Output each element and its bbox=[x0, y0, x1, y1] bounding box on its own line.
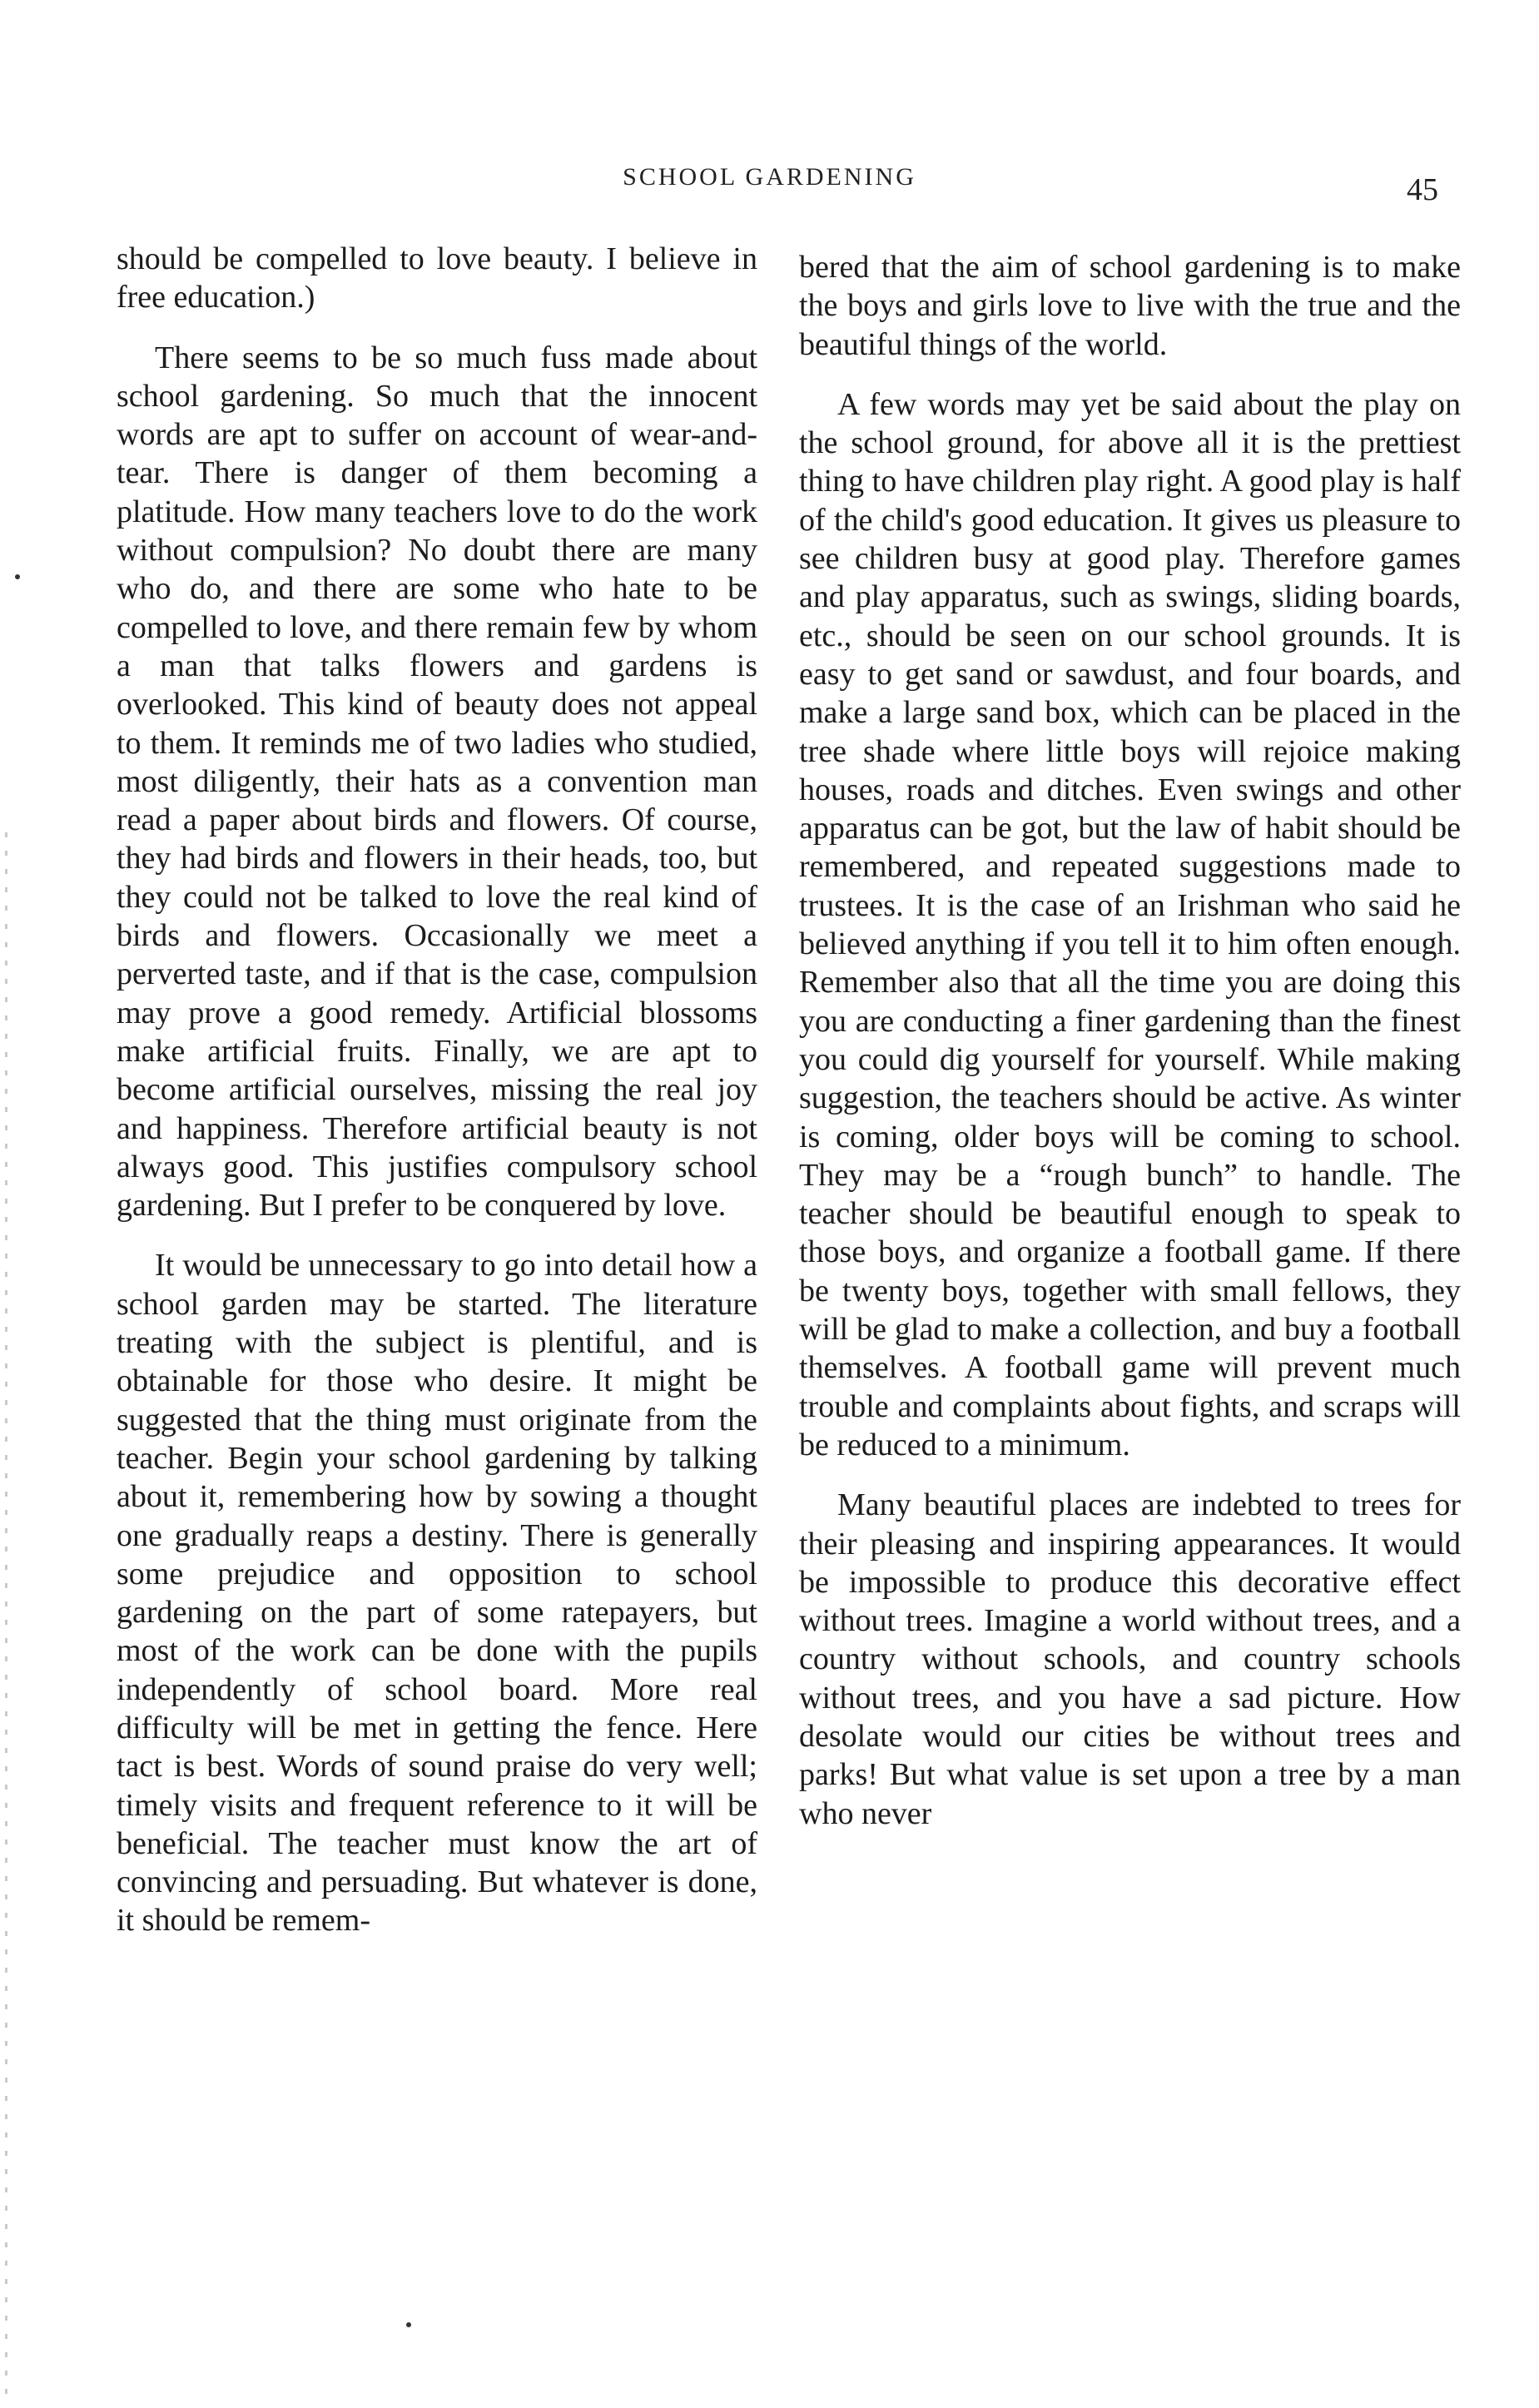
paragraph: It would be unnecessary to go into detail how a school garden may be started. The literature treating with the subject is plentiful, and is obtainable for those who desire. It might be suggested that the thing must originate from the teacher. Begin your school gardening by talking about it, remembering how by sowing a thought one gradually reaps a destiny. There is generally some prejudice and opposition to school gardening on the part of some ratepayers, but most of the work can be done with the pupils independently of school board. More real difficulty will be met in getting the fence. Here tact is best. Words of sound praise do very well; timely visits and frequent reference to it will be beneficial. The teacher must know the art of convincing and persuading. But whatever is done, it should be remem- bbox=[117, 1248, 757, 1939]
paragraph: There seems to be so much fuss made about school gardening. So much that the innocent words are apt to suffer on account of wear-and-tear. There is danger of them becoming a platitude. How many teachers love to do the work without compulsion? No doubt there are many who do, and there are some who hate to be compelled to love, and there remain few by whom a man that talks flowers and gardens is overlooked. This kind of beauty does not appeal to them. It reminds me of two ladies who studied, most diligently, their hats as a convention man read a paper about birds and flowers. Of course, they had birds and flowers in their heads, too, but they could not be talked to love the real kind of birds and flowers. Occasionally we meet a perverted taste, and if that is the case, compulsion may prove a good remedy. Artificial blossoms make artificial fruits. Finally, we are apt to become artificial ourselves, missing the real joy and happiness. Therefore artificial beauty is not always good. This justifies compulsory school gardening. But I prefer to be conquered by love. bbox=[117, 340, 757, 1224]
paragraph: bered that the aim of school gardening is to make the boys and girls love to live with the true and the beautiful things of the world. bbox=[799, 250, 1461, 362]
paragraph: A few words may yet be said about the play on the school ground, for above all it is the prettiest thing to have children play right. A good play is half of the child's good education. It gives us pleasure to see children busy at good play. Therefore games and play apparatus, such as swings, sliding boards, etc., should be seen on our school grounds. It is easy to get sand or sawdust, and four boards, and make a large sand box, which can be placed in the tree shade where little boys will rejoice making houses, roads and ditches. Even swings and other apparatus can be got, but the law of habit should be remembered, and repeated suggestions made to trustees. It is the case of an Irishman who said he believed anything if you tell it to him often enough. Remember also that all the time you are doing this you are conducting a finer gardening than the finest you could dig yourself for yourself. While making suggestion, the teachers should be active. As winter is coming, older boys will be coming to school. They may be a “rough bunch” to handle. The teacher should be beautiful enough to speak to those boys, and organize a football game. If there be twenty boys, together with small fellows, they will be glad to make a collection, and buy a football themselves. A football game will prevent much trouble and complaints about fights, and scraps will be reduced to a minimum. bbox=[799, 386, 1461, 1462]
page-number: 45 bbox=[1407, 172, 1438, 207]
paragraph: Many beautiful places are indebted to trees for their pleasing and inspiring appearances. It would be impossible to produce this decorative effect without trees. Imagine a world without trees, and a country without schools, and country schools without trees, and you have a sad picture. How desolate would our cities be without trees and parks! But what value is set upon a tree by a man who never bbox=[799, 1487, 1461, 1831]
scan-edge-mark bbox=[5, 832, 7, 2397]
left-column bbox=[117, 240, 757, 1962]
scan-speck bbox=[406, 2322, 411, 2327]
running-head-title: SCHOOL GARDENING bbox=[623, 163, 916, 191]
paragraph: should be compelled to love beauty. I believe in free education.) bbox=[117, 241, 757, 315]
right-column bbox=[799, 248, 1461, 1854]
scan-speck bbox=[15, 574, 20, 579]
